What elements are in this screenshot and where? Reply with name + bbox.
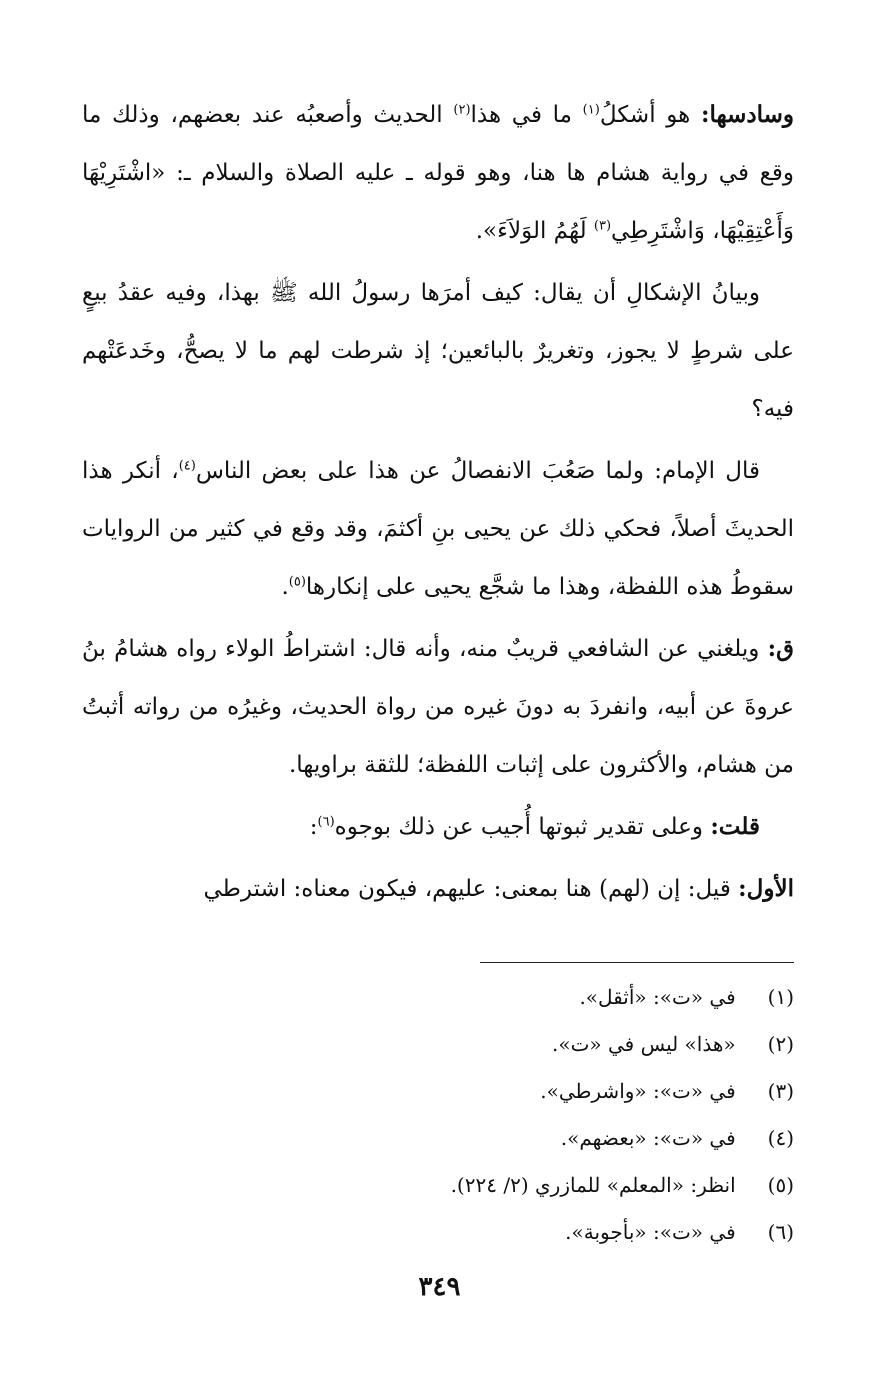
footnote-text: «هذا» ليس في «ت». <box>551 1032 736 1056</box>
footnote-number: (٦) <box>767 1220 794 1244</box>
footnote-ref[interactable]: (٦) <box>317 814 335 830</box>
paragraph-text: هو أشكلُ <box>599 102 701 128</box>
paragraph-text: . <box>281 574 289 600</box>
paragraph-text: ، أنكر هذا الحديثَ أصلاً، فحكي ذلك عن يحيى بنِ أكثمَ، وقد وقع في كثير من الروايات سقوطُ هذه اللفظة، وهذا ما شجَّع يحيى على إنكارها <box>82 458 794 600</box>
footnote-item <box>300 1209 794 1256</box>
footnote-number: (١) <box>767 985 794 1009</box>
footnote-text: في «ت»: «واشرطي». <box>540 1079 736 1103</box>
paragraph-text: : <box>309 814 318 840</box>
paragraph-lead: قلت: <box>710 813 760 840</box>
footnote-number: (٤) <box>767 1126 794 1150</box>
footnote-item <box>300 1068 794 1115</box>
footnote-text: في «ت»: «بأجوبة». <box>565 1220 736 1244</box>
paragraph-text: قيل: إن (لهم) هنا بمعنى: عليهم، فيكون معناه: اشترطي <box>203 876 739 902</box>
footnote-item <box>300 1162 794 1209</box>
footnote-ref[interactable]: (٣) <box>593 218 612 234</box>
paragraph-text: لَهُمُ الوَلاَءَ». <box>475 218 594 244</box>
paragraph-lead: وسادسها: <box>700 101 794 128</box>
paragraph-text: ما في هذا <box>470 102 583 128</box>
paragraph-imam <box>82 442 794 616</box>
footnote-text: في «ت»: «أثقل». <box>579 985 736 1009</box>
paragraph-text: وبيانُ الإشكالِ أن يقال: كيف أمرَها رسولُ الله ﷺ بهذا، وفيه عقدُ بيعٍ على شرطٍ لا يجوز، وتغريرٌ بالبائعين؛ إذ شرطت لهم ما لا يصحُّ، وخَدعَتْهم فيه؟ <box>82 280 794 422</box>
paragraph-lead: الأول: <box>738 875 794 902</box>
footnote-ref[interactable]: (٥) <box>288 574 306 590</box>
paragraph-shafii <box>82 620 794 794</box>
paragraph-first <box>82 860 794 918</box>
paragraph-text: وعلى تقدير ثبوتها أُجيب عن ذلك بوجوه <box>334 814 711 840</box>
paragraph-qult <box>82 798 794 856</box>
paragraph-text: ويلغني عن الشافعي قريبٌ منه، وأنه قال: اشتراطُ الولاء رواه هشامُ بنُ عروةَ عن أبيه، وانفردَ به دونَ غيره من رواة الحديث، وغيرُه من رواته أثبتُ من هشام، والأكثرون على إثبات اللفظة؛ للثقة براويها. <box>82 636 794 778</box>
paragraph-lead: ق: <box>767 635 794 662</box>
footnote-ref[interactable]: (١) <box>582 102 600 118</box>
footnote-item <box>300 1115 794 1162</box>
footnote-text: في «ت»: «بعضهم». <box>560 1126 736 1150</box>
footnote-number: (٥) <box>767 1173 794 1197</box>
page-number: ٣٤٩ <box>418 1272 461 1302</box>
main-text <box>82 86 794 922</box>
paragraph-text: قال الإمام: ولما صَعُبَ الانفصالُ عن هذا على بعض الناس <box>195 458 760 484</box>
footnote-separator <box>480 962 794 963</box>
paragraph-sixth <box>82 86 794 260</box>
footnote-item <box>300 974 794 1021</box>
paragraph-explanation <box>82 264 794 438</box>
footnote-ref[interactable]: (٤) <box>178 458 196 474</box>
paragraph-text: الحديث وأصعبُه عند بعضهم، وذلك ما وقع في رواية هشام ها هنا، وهو قوله ـ عليه الصلاة والسلام ـ: «اشْتَرِيْهَا وَأَعْتِقِيْهَا، وَاشْتَرِطِي <box>82 102 794 244</box>
footnote-ref[interactable]: (٢) <box>453 102 471 118</box>
footnotes <box>300 974 794 1256</box>
footnote-number: (٢) <box>767 1032 794 1056</box>
footnote-text: انظر: «المعلم» للمازري (٢/ ٢٢٤). <box>450 1173 736 1197</box>
footnote-item <box>300 1021 794 1068</box>
footnote-number: (٣) <box>767 1079 794 1103</box>
